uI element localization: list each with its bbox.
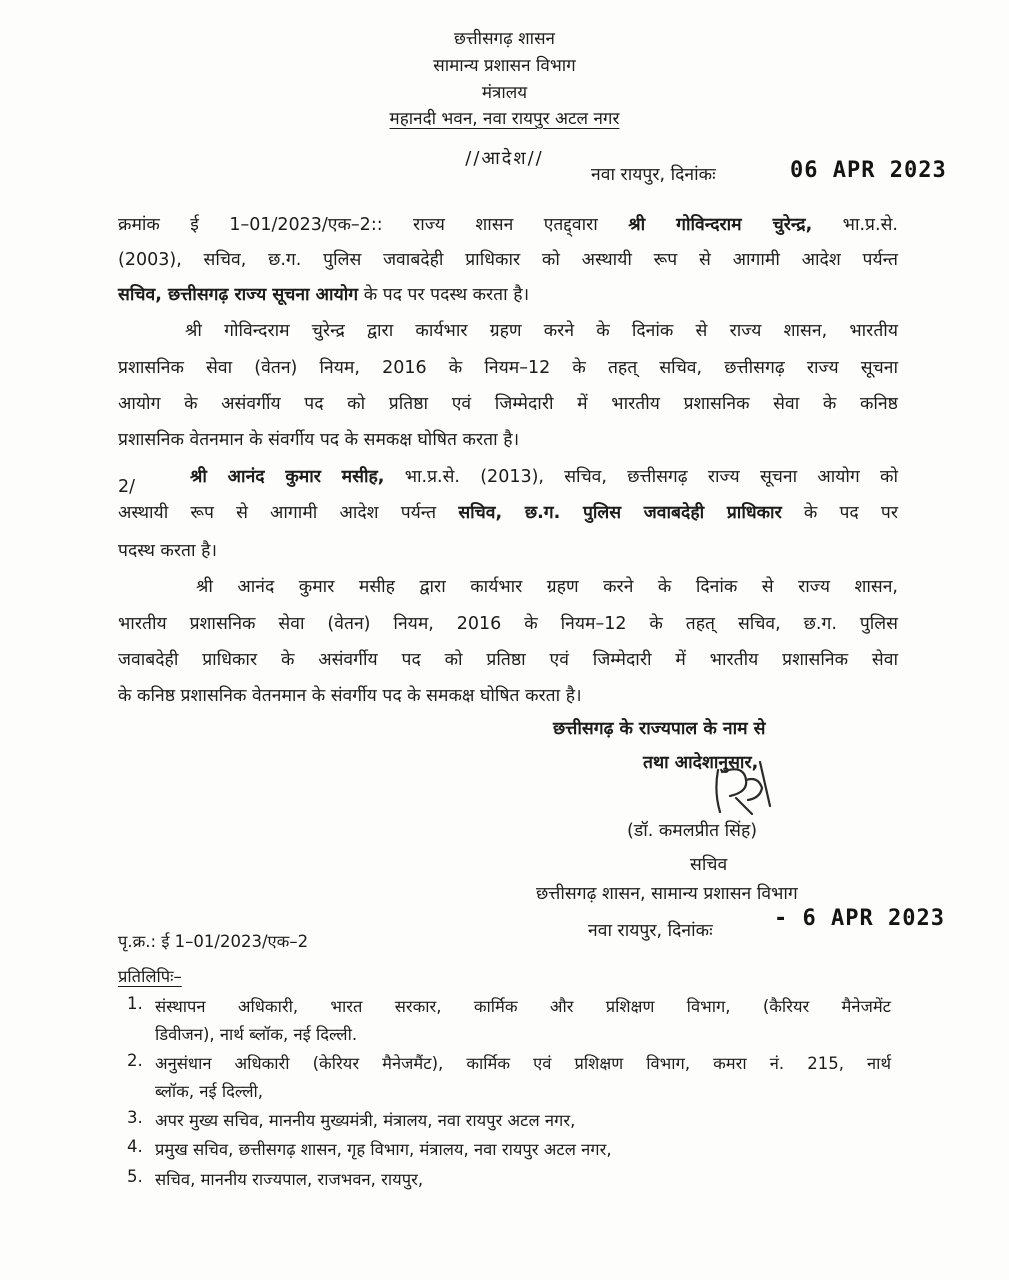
header-department: सामान्य प्रशासन विभाग xyxy=(433,56,576,76)
para1-line1 xyxy=(118,212,898,236)
copy-item-3-number: 3. xyxy=(127,1108,143,1127)
post-name-1: सचिव, छत्तीसगढ़ राज्य सूचना आयोग xyxy=(118,285,359,305)
by-order-line1: छत्तीसगढ़ के राज्यपाल के नाम से xyxy=(553,719,766,739)
header-address xyxy=(0,106,1009,129)
para3-line2-head: अस्थायी रूप से आगामी आदेश पर्यन्त xyxy=(118,503,437,523)
header-address-text: महानदी भवन, नवा रायपुर अटल नगर xyxy=(389,109,620,129)
endorsement-place-date-label: नवा रायपुर, दिनांकः xyxy=(588,921,713,941)
officer-service-1: भा.प्र.से. xyxy=(842,215,898,235)
header-government: छत्तीसगढ़ शासन xyxy=(454,29,555,49)
copy-item-4-line1: प्रमुख सचिव, छत्तीसगढ़ शासन, गृह विभाग, मंत्रालय, नवा रायपुर अटल नगर, xyxy=(155,1140,612,1159)
copy-to-heading xyxy=(118,964,182,987)
endorsement-date-stamp: - 6 APR 2023 xyxy=(774,906,945,931)
para4-line1: श्री आनंद कुमार मसीह द्वारा कार्यभार ग्रहण करने के दिनांक से राज्य शासन, xyxy=(196,577,898,597)
para3-line1-tail: भा.प्र.से. (2013), सचिव, छत्तीसगढ़ राज्य सूचना आयोग को xyxy=(404,467,898,487)
place-date-label: नवा रायपुर, दिनांकः xyxy=(591,165,716,185)
copy-item-2-line1: अनुसंधान अधिकारी (केरियर मैनेजमैंट), कार्मिक एवं प्रशिक्षण विभाग, कमरा नं. 215, नार्थ xyxy=(155,1054,891,1073)
order-title: //आदेश// xyxy=(465,148,544,169)
para4-line4: के कनिष्ठ प्रशासनिक वेतनमान के संवर्गीय पद के समकक्ष घोषित करता है। xyxy=(118,686,582,706)
header-ministry: मंत्रालय xyxy=(481,83,528,103)
copy-item-1-line2: डिवीजन), नार्थ ब्लॉक, नई दिल्ली. xyxy=(155,1025,358,1044)
para3-line1 xyxy=(190,464,898,488)
copy-item-2-line2: ब्लॉक, नई दिल्ली, xyxy=(155,1082,264,1101)
para1-line3 xyxy=(118,282,898,306)
signatory-name: (डॉ. कमलप्रीत सिंह) xyxy=(627,821,758,841)
signatory-department: छत्तीसगढ़ शासन, सामान्य प्रशासन विभाग xyxy=(536,884,798,904)
copy-item-5-line1: सचिव, माननीय राज्यपाल, राजभवन, रायपुर, xyxy=(155,1170,424,1189)
copy-item-5-number: 5. xyxy=(127,1167,143,1186)
para1-line2: (2003), सचिव, छ.ग. पुलिस जवाबदेही प्राधिकार को अस्थायी रूप से आगामी आदेश पर्यन्त xyxy=(118,250,898,270)
by-order-line2: तथा आदेशानुसार, xyxy=(643,753,759,773)
para2-line3: आयोग के असंवर्गीय पद को प्रतिष्ठा एवं जिम्मेदारी में भारतीय प्रशासनिक सेवा के कनिष्ठ xyxy=(118,394,898,414)
endorsement-ref-number: पृ.क्र.: ई 1–01/2023/एक–2 xyxy=(118,932,309,951)
date-stamp: 06 APR 2023 xyxy=(790,158,947,183)
copy-item-3-line1: अपर मुख्य सचिव, माननीय मुख्यमंत्री, मंत्रालय, नवा रायपुर अटल नगर, xyxy=(155,1111,576,1130)
copy-item-1-line1: संस्थापन अधिकारी, भारत सरकार, कार्मिक और प्रशिक्षण विभाग, (कैरियर मैनेजमेंट xyxy=(155,997,891,1016)
para2-line1: श्री गोविन्दराम चुरेन्द्र द्वारा कार्यभार ग्रहण करने के दिनांक से राज्य शासन, भारतीय xyxy=(185,321,898,341)
copy-item-2-number: 2. xyxy=(127,1051,143,1070)
para3-line3: पदस्थ करता है। xyxy=(118,541,218,561)
officer-name-2: श्री आनंद कुमार मसीह, xyxy=(190,467,385,487)
para1-line3-tail: के पद पर पदस्थ करता है। xyxy=(363,285,530,305)
signatory-designation: सचिव xyxy=(690,855,728,875)
copy-to-text: प्रतिलिपिः– xyxy=(118,967,182,986)
copy-item-4-number: 4. xyxy=(127,1137,143,1156)
para1-text: राज्य शासन एतद्द्वारा xyxy=(413,215,598,235)
copy-item-1-number: 1. xyxy=(127,994,143,1013)
para2-line4: प्रशासनिक वेतनमान के संवर्गीय पद के समकक्ष घोषित करता है। xyxy=(118,430,520,450)
para3-number: 2/ xyxy=(118,477,136,497)
order-number: क्रमांक ई 1–01/2023/एक–2:: xyxy=(118,215,383,235)
para4-line2: भारतीय प्रशासनिक सेवा (वेतन) नियम, 2016 के नियम–12 के तहत् सचिव, छ.ग. पुलिस xyxy=(118,614,898,634)
para3-line2 xyxy=(118,500,898,524)
para2-line2: प्रशासनिक सेवा (वेतन) नियम, 2016 के नियम–12 के तहत् सचिव, छत्तीसगढ़ राज्य सूचना xyxy=(118,358,898,378)
para3-line2-tail: के पद पर xyxy=(803,503,898,523)
officer-name-1: श्री गोविन्दराम चुरेन्द्र, xyxy=(628,215,813,235)
para4-line3: जवाबदेही प्राधिकार के असंवर्गीय पद को प्रतिष्ठा एवं जिम्मेदारी में भारतीय प्रशासनिक सेवा xyxy=(118,650,898,670)
post-name-2: सचिव, छ.ग. पुलिस जवाबदेही प्राधिकार xyxy=(458,503,782,523)
